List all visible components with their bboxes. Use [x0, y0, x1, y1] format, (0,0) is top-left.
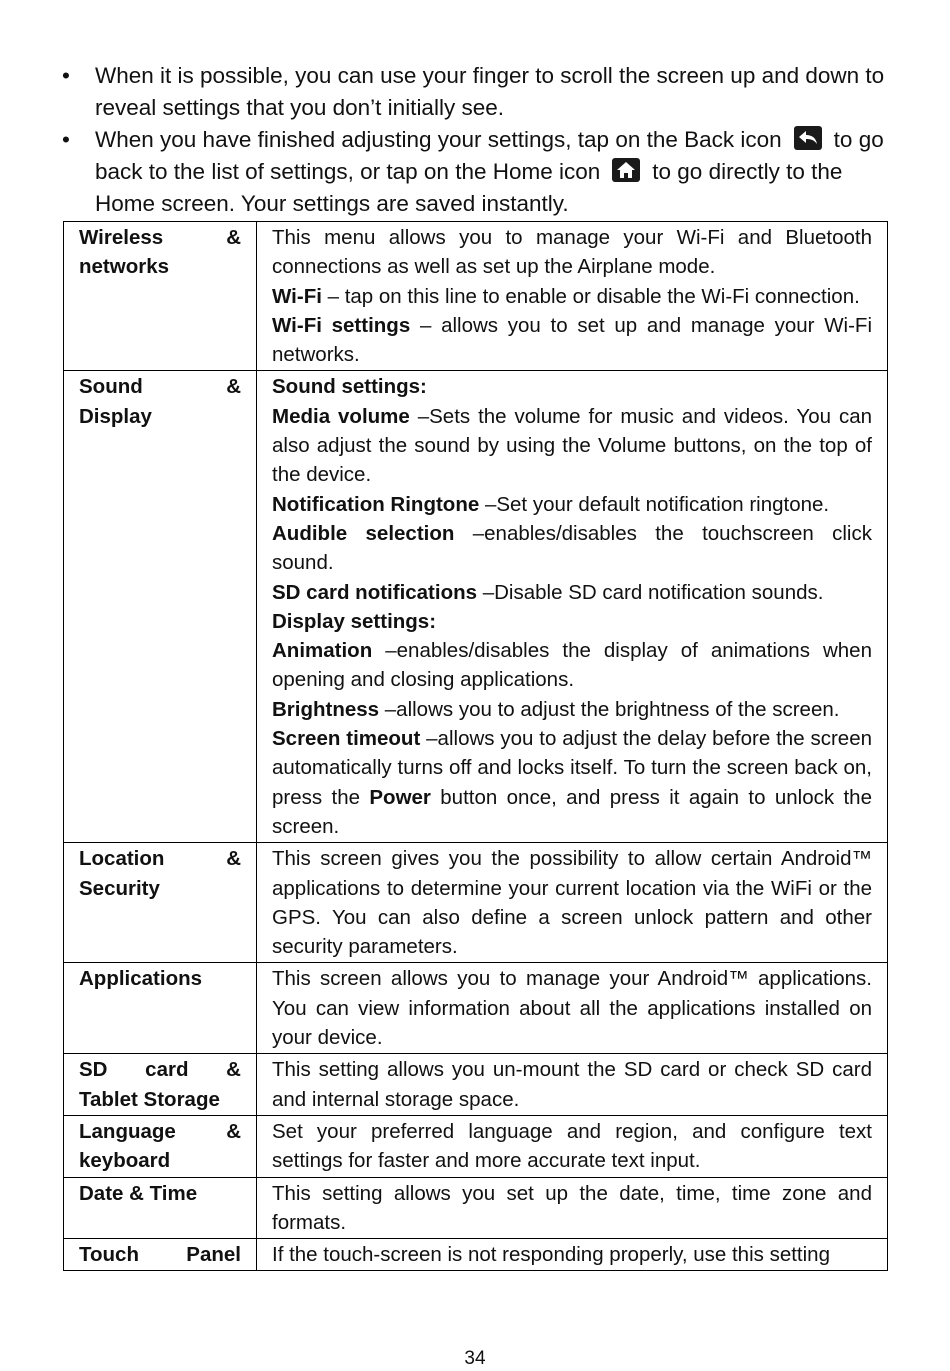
description-text: If the touch-screen is not responding properly, use this setting	[272, 1243, 830, 1267]
setting-name-cell	[64, 1115, 257, 1177]
description-term: Brightness	[272, 697, 380, 721]
setting-name-word: &	[226, 847, 241, 871]
bullet-list	[60, 60, 890, 220]
setting-name-word: Panel	[186, 1243, 241, 1267]
bullet-symbol: •	[62, 127, 70, 152]
description-paragraph	[272, 372, 872, 401]
description-term: SD card notifications	[272, 580, 478, 604]
description-text: This screen gives you the possibility to allow certain Android™ applications to determine your current location via the WiFi or the GPS. You can also define a screen unlock pattern and other security parameters.	[272, 847, 872, 959]
setting-description-cell	[257, 1177, 888, 1239]
bullet-text: When it is possible, you can use your finger to scroll the screen up and down to reveal settings that you don’t initially see.	[95, 63, 885, 120]
setting-name-word: Applications	[79, 967, 203, 991]
setting-description-cell	[257, 1115, 888, 1177]
setting-name-cell	[64, 371, 257, 843]
setting-name-cell	[64, 843, 257, 963]
description-term: Display settings:	[272, 609, 437, 633]
setting-name-word: Language	[79, 1119, 176, 1143]
page-number: 34	[464, 1348, 486, 1369]
setting-name-cell	[64, 222, 257, 371]
description-paragraph	[272, 695, 872, 724]
description-paragraph	[272, 402, 872, 490]
description-text: This setting allows you set up the date, time, time zone and formats.	[272, 1181, 872, 1234]
description-paragraph	[272, 311, 872, 370]
setting-name-line: Tablet Storage	[79, 1087, 220, 1111]
description-paragraph	[272, 1179, 872, 1238]
description-paragraph	[272, 1055, 872, 1114]
description-text: button once, and press it again to unlock the screen.	[272, 785, 872, 838]
table-row	[64, 963, 888, 1054]
setting-name-line: Display	[79, 404, 152, 428]
bullet-item	[60, 60, 890, 124]
setting-name-word: &	[226, 1119, 241, 1143]
description-text: –Disable SD card notification sounds.	[477, 580, 824, 604]
description-paragraph	[272, 607, 872, 636]
table-row	[64, 1177, 888, 1239]
table-row	[64, 1054, 888, 1116]
setting-name-line: networks	[79, 255, 169, 279]
description-text: This screen allows you to manage your Android™ applications. You can view information about all the applications installed on your device.	[272, 967, 872, 1050]
description-text: –Sets the volume for music and videos. You can also adjust the sound by using the Volume buttons, on the top of the device.	[272, 404, 873, 487]
bullet-item	[60, 124, 890, 220]
description-term: Power	[369, 785, 431, 809]
description-term: Wi-Fi	[272, 284, 322, 308]
setting-name-word: card	[145, 1058, 189, 1082]
home-icon	[612, 158, 640, 182]
description-paragraph	[272, 519, 872, 578]
description-text: –allows you to adjust the brightness of the screen.	[379, 697, 840, 721]
description-paragraph	[272, 844, 872, 961]
setting-name-line: keyboard	[79, 1149, 171, 1173]
description-text: –enables/disables the touchscreen click sound.	[272, 521, 872, 575]
description-paragraph	[272, 724, 872, 841]
setting-name-word: &	[226, 1058, 241, 1082]
description-paragraph	[272, 1240, 872, 1269]
description-text: –Set your default notification ringtone.	[479, 492, 830, 516]
description-paragraph	[272, 964, 872, 1052]
setting-name-line: Security	[79, 876, 160, 900]
setting-name-word: Touch	[79, 1243, 139, 1267]
description-term: Screen timeout	[272, 727, 421, 751]
setting-description-cell	[257, 371, 888, 843]
setting-name-word: SD	[79, 1058, 108, 1082]
bullet-symbol: •	[62, 63, 70, 88]
settings-table	[63, 221, 888, 1271]
setting-name-line	[79, 223, 241, 252]
description-text: –enables/disables the display of animations when opening and closing applications.	[272, 639, 872, 692]
description-paragraph	[272, 636, 872, 695]
description-term: Sound settings:	[272, 375, 427, 399]
setting-name-line	[79, 1240, 241, 1269]
setting-description-cell	[257, 843, 888, 963]
table-row	[64, 371, 888, 843]
setting-name-line	[79, 1179, 241, 1208]
setting-name-line	[79, 964, 241, 993]
bullet-text-part: to go back to the list of settings, or tap on the Home icon	[95, 127, 884, 184]
setting-name-word: Date & Time	[79, 1181, 198, 1205]
setting-name-word: &	[226, 375, 241, 399]
setting-name-word: &	[226, 226, 241, 249]
table-row	[64, 843, 888, 963]
description-paragraph	[272, 282, 872, 311]
setting-description-cell	[257, 1054, 888, 1116]
setting-name-word: Wireless	[79, 226, 164, 249]
bullet-text-part: When you have finished adjusting your settings, tap on the Back icon	[95, 127, 782, 152]
setting-description-cell	[257, 222, 888, 371]
setting-name-cell	[64, 963, 257, 1054]
description-term: Audible selection	[272, 521, 455, 545]
description-text: This setting allows you un-mount the SD card or check SD card and internal storage space.	[272, 1058, 872, 1111]
description-paragraph	[272, 223, 872, 282]
bullet-text-part: to go directly to the Home screen. Your settings are saved instantly.	[95, 159, 843, 216]
description-term: Notification Ringtone	[272, 492, 480, 516]
description-text: – allows you to set up and manage your Wi-Fi networks.	[272, 313, 873, 367]
settings-table-body	[64, 222, 888, 1271]
description-term: Media volume	[272, 404, 410, 428]
back-arrow-icon	[794, 126, 822, 150]
setting-description-cell	[257, 963, 888, 1054]
description-text: – tap on this line to enable or disable the Wi-Fi connection.	[321, 284, 860, 308]
setting-name-cell	[64, 1177, 257, 1239]
table-row	[64, 222, 888, 371]
setting-description-cell	[257, 1239, 888, 1271]
setting-name-cell	[64, 1239, 257, 1271]
table-row	[64, 1239, 888, 1271]
description-term: Animation	[272, 639, 373, 663]
table-row	[64, 1115, 888, 1177]
setting-name-line	[79, 844, 241, 873]
setting-name-line	[79, 372, 241, 401]
setting-name-line	[79, 1055, 241, 1084]
description-paragraph	[272, 578, 872, 607]
setting-name-line	[79, 1117, 241, 1146]
description-paragraph	[272, 490, 872, 519]
description-text: This menu allows you to manage your Wi-Fi and Bluetooth connections as well as set up the Airplane mode.	[272, 226, 872, 279]
description-paragraph	[272, 1117, 872, 1176]
setting-name-cell	[64, 1054, 257, 1116]
setting-name-word: Location	[79, 847, 165, 871]
description-term: Wi-Fi settings	[272, 313, 411, 337]
description-text: Set your preferred language and region, and configure text settings for faster and more accurate text input.	[272, 1119, 872, 1173]
description-text: –allows you to adjust the delay before the screen automatically turns off and locks itself. To turn the screen back on, press the	[272, 727, 872, 809]
setting-name-word: Sound	[79, 375, 143, 399]
